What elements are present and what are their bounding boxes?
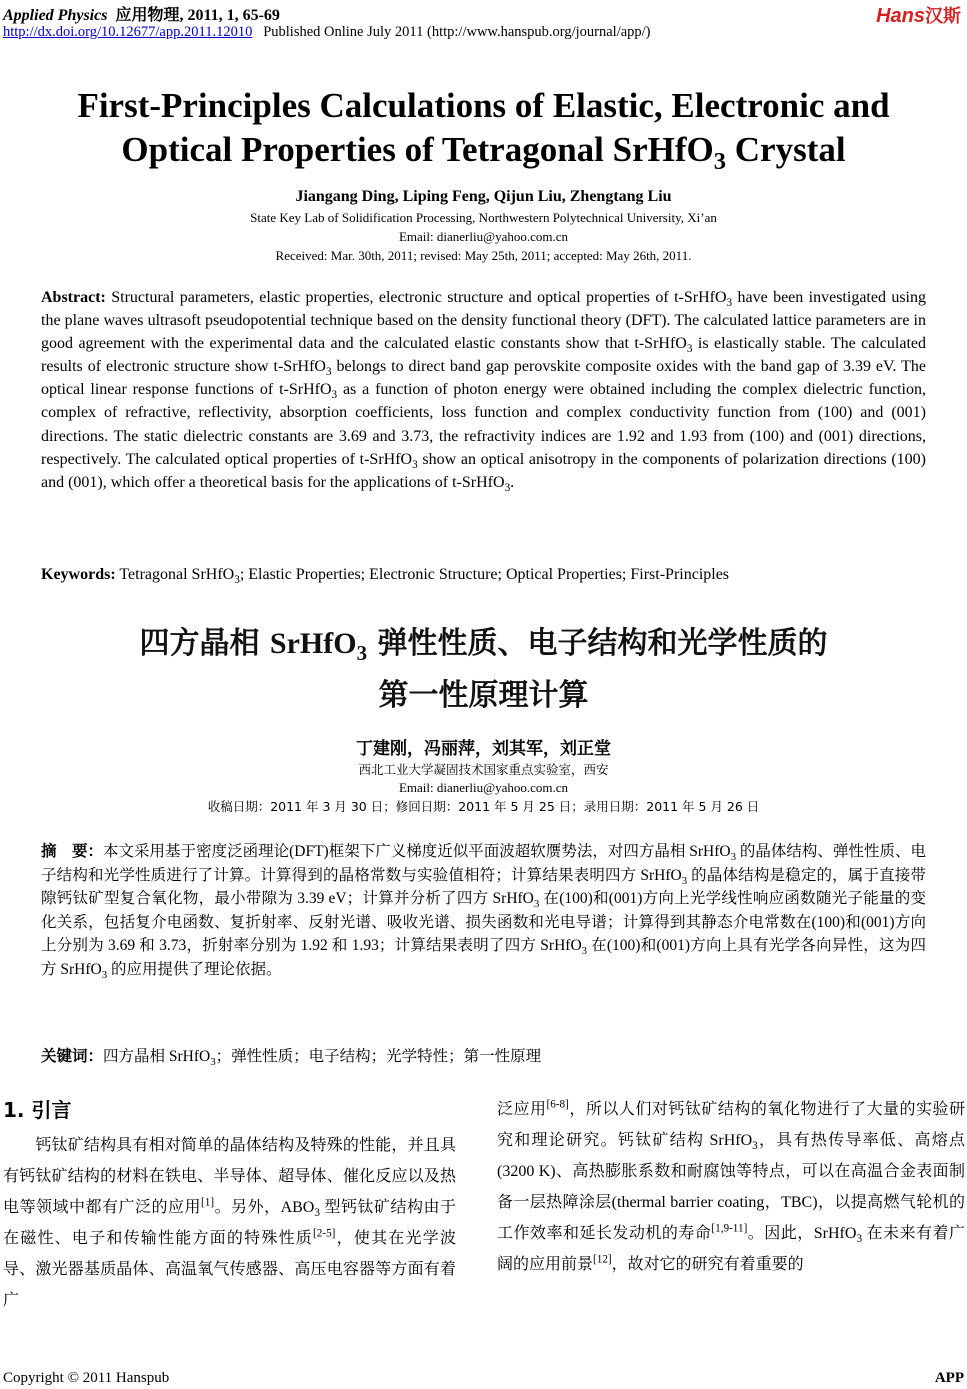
hans-logo: Hans汉斯	[876, 5, 961, 27]
section-heading: 1. 引言	[3, 1098, 72, 1122]
subscript: 3	[504, 481, 511, 494]
citation-ref: [1]	[201, 1196, 215, 1209]
subscript: 3	[533, 898, 540, 911]
email: Email: dianerliu@yahoo.com.cn	[398, 229, 568, 244]
subscript: 3	[331, 389, 338, 402]
paper-title	[0, 84, 967, 175]
cn-keywords-label: 关键词：	[41, 1047, 104, 1065]
cn-authors: 丁建刚，冯丽萍，刘其军，刘正堂	[356, 739, 611, 759]
subscript: 3	[581, 945, 588, 958]
subscript: 3	[234, 574, 240, 587]
copyright: Copyright © 2011 Hanspub	[3, 1370, 170, 1386]
published-info: Published Online July 2011 (http://www.hanspub.org/journal/app/)	[263, 24, 651, 40]
doi-line	[3, 24, 651, 41]
citation-ref: [6-8]	[546, 1098, 569, 1111]
section1-left-column: 钙钛矿结构具有相对简单的晶体结构及特殊的性能，并且具有钙钛矿结构的材料在铁电、半导体、超导体、催化反应以及热电等领域中都有广泛的应用[1]。另外，$ABO_3$ 型钙钛矿结构由于在磁性、电子和传输性能方面的特殊性质[2-5]，使其在光学波导、激光器基质晶体、高温氧气传感器、高压电容器等方面有着广	[3, 1137, 456, 1309]
subscript: 3	[856, 1233, 863, 1246]
subscript: 3	[726, 297, 733, 310]
cn-title-part: 四方晶相	[139, 626, 270, 661]
title-line-1: First-Principles Calculations of Elastic, Electronic and	[77, 86, 890, 125]
cn-email: Email: dianerliu@yahoo.com.cn	[398, 780, 568, 795]
keywords	[41, 563, 926, 586]
subscript: 3	[730, 851, 737, 864]
chinese-title	[0, 618, 967, 722]
cn-title-part: 弹性性质、电子结构和光学性质的	[367, 626, 828, 661]
citation: , 2011, 1, 65-69	[179, 7, 280, 24]
cn-keywords	[41, 1045, 926, 1068]
journal-header	[3, 2, 280, 25]
cn-abstract-text: 本文采用基于密度泛函理论(DFT)框架下广义梯度近似平面波超软赝势法，对四方晶相 SrHfO$_3$ 的晶体结构、弹性性质、电子结构和光学性质进行了计算。计算得到的晶格常数与实验值相符；计算结果表明四方 SrHfO$_3$ 的晶体结构是稳定的，属于直接带隙钙钛矿型复合氧化物，最小带隙为 3.39 eV；计算并分析了四方 SrHfO$_3$ 在(100)和(001)方向上光学线性响应函数随光子能量的变化关系，包括复介电函数、复折射率、反射光谱、吸收光谱、损失函数和光电导谱；计算得到其静态介电常数在(100)和(001)方向上分别为 3.69 和 3.73，折射率分别为 1.92 和 1.93；计算结果表明了四方 SrHfO$_3$ 在(100)和(001)方向上具有光学各向异性，这为四方 SrHfO$_3$ 的应用提供了理论依据。	[41, 843, 926, 981]
subscript: 3	[314, 1207, 320, 1220]
subscript: 3	[686, 343, 693, 356]
abstract-text: Structural parameters, elastic properties, electronic structure and optical properties of t-SrHfO$_3$ have been investigated using the plane waves ultrasoft pseudopotential technique based on the density functional theory (DFT). The calculated lattice parameters are in good agreement with the experimental data and the calculated elastic constants show that t-SrHfO$_3$ is elastically stable. The calculated results of electronic structure show t-SrHfO$_3$ belongs to direct band gap perovskite composite oxides with the band gap of 3.39 eV. The optical linear response functions of t-SrHfO$_3$ as a function of photon energy were obtained including the complex dielectric function, complex of refractive, reflectivity, absorption coefficients, loss function and complex conductivity function from (100) and (001) directions. The static dielectric constants are 3.69 and 3.73, the refractivity indices are 1.92 and 1.93 from (100) and (001) directions, respectively. The calculated optical properties of t-SrHfO$_3$ show an optical anisotropy in the components of polarization directions (100) and (001), which offer a theoretical basis for the applications of t-SrHfO$_3$.	[41, 289, 927, 494]
title-line-2: Optical Properties of Tetragonal SrHfO$_3$ Crystal	[121, 130, 846, 175]
subscript: 3	[681, 874, 688, 887]
cn-received-dates: 收稿日期：2011 年 3 月 30 日；修回日期：2011 年 5 月 25 日；录用日期：2011 年 5 月 26 日	[207, 799, 760, 814]
subscript: 3	[356, 641, 368, 665]
subscript: 3	[210, 1056, 216, 1069]
journal-name: Applied Physics	[3, 7, 108, 24]
affiliation: State Key Lab of Solidification Processing, Northwestern Polytechnical University, Xi’an	[250, 210, 717, 225]
subscript: 3	[713, 148, 727, 175]
cn-title-line-2: 第一性原理计算	[378, 678, 589, 713]
received-dates: Received: Mar. 30th, 2011; revised: May 25th, 2011; accepted: May 26th, 2011.	[275, 248, 692, 263]
subscript: 3	[412, 458, 418, 471]
citation-ref: [1,9-11]	[711, 1222, 748, 1235]
cn-abstract	[41, 840, 926, 981]
abstract	[41, 286, 926, 494]
citation-ref: [12]	[593, 1253, 612, 1266]
cn-affiliation: 西北工业大学凝固技术国家重点实验室，西安	[358, 762, 609, 777]
subscript: 3	[101, 968, 108, 981]
keywords-label: Keywords:	[41, 566, 116, 583]
citation-ref: [2-5]	[313, 1227, 336, 1240]
subscript: 3	[325, 366, 332, 379]
abstract-label: Abstract:	[41, 289, 106, 306]
authors: Jiangang Ding, Liping Feng, Qijun Liu, Zhengtang Liu	[295, 188, 672, 205]
cn-keywords-text: 四方晶相 SrHfO$_3$；弹性性质；电子结构；光学特性；第一性原理	[103, 1048, 542, 1069]
journal-name-cn: 应用物理	[115, 7, 180, 24]
cn-abstract-label: 摘 要：	[41, 842, 104, 860]
doi-link[interactable]: http://dx.doi.org/10.12677/app.2011.12010	[3, 24, 253, 40]
cn-title-formula: SrHfO$_3$	[269, 627, 368, 665]
footer-journal: APP	[934, 1370, 964, 1386]
section1-right-column: 泛应用[6-8]，所以人们对钙钛矿结构的氧化物进行了大量的实验研究和理论研究。钙钛矿结构 SrHfO$_3$，具有热传导率低、高熔点(3200 K)、高热膨胀系数和耐腐蚀等特点，可以在高温合金表面制备一层热障涂层(thermal barrier coating，TBC)，以提高燃气轮机的工作效率和延长发动机的寿命[1,9-11]。因此，SrHfO$_3$ 在未来有着广阔的应用前景[12]，故对它的研究有着重要的	[497, 1098, 965, 1273]
keywords-text: Tetragonal SrHfO$_3$; Elastic Properties; Electronic Structure; Optical Properties; First-Principles	[115, 566, 730, 587]
subscript: 3	[752, 1140, 758, 1153]
